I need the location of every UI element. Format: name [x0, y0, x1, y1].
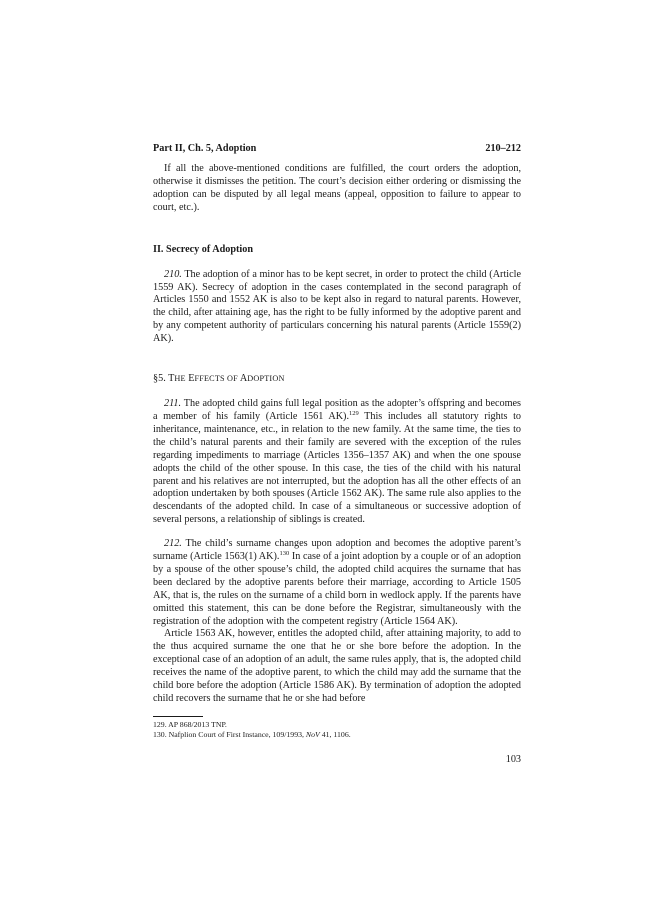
paragraph-text-cont: This includes all statutory rights to inheritance, maintenance, etc., in relation to the new family. At the same time, the ties to the child’s natural parents and their family are severed with the exception of the rules regarding impediments to marriage (Articles 1356–1357 AK) and when the one spouse adopts the child of the other spouse. In this case, the ties of the child with his natural parent and his relatives are not interrupted, but the adoption has all the other effects of an adoption undertaken by both spouses (Article 1562 AK). The same rule also applies to the descendants of the adopted child. In case of a simultaneous or successive adoption of several persons, a relationship of siblings is created.: [153, 410, 522, 526]
running-head: [153, 142, 521, 155]
paragraph-text: The child’s surname changes upon adoption and becomes the adoptive parent’s surname (Article 1563(1) AK).: [153, 538, 521, 563]
running-head-paragraph-range: 210–212: [485, 143, 521, 154]
footnote-130: 130. Nafplion Court of First Instance, 109/1993, NoV 41, 1106.: [153, 730, 351, 740]
page-number: 103: [505, 753, 521, 765]
paragraph-211: [153, 398, 521, 527]
footnote-divider: [153, 716, 203, 717]
paragraph-text-cont: In case of a joint adoption by a couple or of an adoption by a spouse of the other spouse’s child, the adopted child acquires the surname that has been declared by the adoptive parents before their marriage, according to Article 1505 AK, that is, the rules on the surname of a child born in wedlock apply. If the parents have omitted this statement, this can be done before the Registrar, simultaneously with the registration of the adoption with the competent registry (Article 1564 AK).: [153, 551, 521, 627]
paragraph-212: [153, 538, 521, 628]
paragraph-number: 211.: [164, 398, 182, 410]
intro-paragraph: If all the above-mentioned conditions are fulfilled, the court orders the adoption, otherwise it dismisses the petition. The court’s decision either ordering or dismissing the adoption can be disputed by all legal means (appeal, opposition to failure to appear to court, etc.).: [153, 163, 521, 213]
paragraph-212-continued: Article 1563 AK, however, entitles the adopted child, after attaining majority, to add to the thus acquired surname the one that he or she bore before the adoption. In the exceptional case of an adoption of an adult, the same rules apply, that is, the adopted child receives the name of the adoptive parent, to which the child may add the surname that the child bore before the adoption (Article 1586 AK). By termination of adoption the adopted child recovers the surname that he or she had before: [153, 628, 521, 704]
paragraph-number: 210.: [164, 268, 182, 280]
running-head-title: Part II, Ch. 5, Adoption: [153, 143, 257, 154]
paragraph-text: The adopted child gains full legal position as the adopter’s offspring and becomes a member of his family (Article 1561 AK).: [153, 398, 521, 422]
footnote-ref-130[interactable]: 130: [279, 550, 290, 558]
subsection-title: THE EFFECTS OF ADOPTION: [168, 373, 285, 385]
book-page: [153, 142, 521, 766]
subsection-number: §5.: [153, 373, 166, 385]
paragraph-210: [153, 269, 521, 346]
subsection-heading-effects: [153, 372, 521, 385]
section-heading-secrecy: II. Secrecy of Adoption: [153, 243, 253, 255]
paragraph-text: The adoption of a minor has to be kept secret, in order to protect the child (Article 1559 AK). Secrecy of adoption in the cases contemplated in the second paragraph of Articles 1550 and 1552 AK is also to be kept also in regard to natural parents. However, the child, after attaining age, has the right to be fully informed by the adoptive parent and by any competent authority of particulars concerning his natural parents (Article 1559(2) AK).: [153, 268, 521, 345]
footnote-129: 129. AP 868/2013 TNP.: [153, 719, 227, 729]
footnote-ref-129[interactable]: 129: [349, 409, 359, 417]
paragraph-number: 212.: [164, 538, 182, 550]
